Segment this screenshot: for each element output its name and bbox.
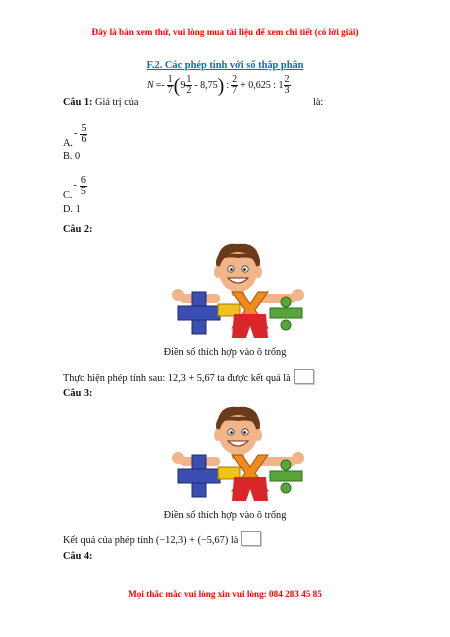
expr-paren-close: )	[217, 74, 225, 97]
expr-colon: :	[226, 80, 230, 91]
question-1-label: Câu 1:	[63, 97, 93, 108]
math-operators-illustration	[162, 403, 312, 503]
option-b[interactable]: B. 0	[63, 151, 81, 162]
option-a[interactable]: A. - $\frac{5}{6}$	[63, 122, 87, 149]
preview-banner: Đây là bản xem thử, vui lòng mua tài liệu để xem chi tiết (có lời giải)	[91, 27, 359, 37]
answer-box-q2[interactable]	[294, 369, 314, 384]
question-4-label: Câu 4:	[63, 551, 93, 562]
expr-whole: 9	[180, 80, 186, 91]
question-2-line	[63, 369, 314, 385]
expr-paren-open: (	[173, 74, 181, 97]
question-3-caption: Điền số thích hợp vào ô trống	[163, 510, 287, 521]
expr-frac-1: $\frac{1}{7}$	[167, 74, 173, 96]
option-a-fraction: $\frac{5}{6}$	[81, 122, 87, 145]
expr-minus-decimal: - 8,75	[194, 80, 218, 91]
contact-footer: Mọi thắc mắc vui lòng xin vui lòng: 084 283 45 85	[128, 589, 322, 599]
question-2-caption: Điền số thích hợp vào ô trống	[163, 347, 287, 358]
question-3-label: Câu 3:	[63, 388, 93, 399]
option-c-fraction: $\frac{6}{5}$	[80, 174, 86, 197]
question-1-suffix: là:	[313, 97, 324, 108]
question-2-label: Câu 2:	[63, 224, 93, 235]
question-1-text: Giá trị của	[95, 97, 139, 108]
expr-frac-4: $\frac{2}{3}$	[284, 74, 290, 96]
question-3-line	[63, 531, 261, 547]
expr-frac-3: $\frac{2}{7}$	[232, 74, 238, 96]
expr-frac-2: $\frac{1}{2}$	[186, 74, 192, 96]
expr-plus-decimal: + 0,625 : 1	[240, 80, 284, 91]
question-1-line	[63, 97, 139, 109]
expr-eq: =-	[155, 80, 165, 91]
option-c[interactable]: C. - $\frac{6}{5}$	[63, 174, 86, 201]
section-title: F.2. Các phép tính với số thập phân	[146, 60, 304, 71]
option-d[interactable]: D. 1	[63, 204, 81, 215]
answer-box-q3[interactable]	[241, 531, 261, 546]
question-1-expression	[147, 75, 291, 96]
question-3-text: Kết quả của phép tính (−12,3) + (−5,67) là	[63, 535, 239, 546]
expr-var: N	[147, 80, 154, 91]
question-2-text: Thực hiện phép tính sau: 12,3 + 5,67 ta được kết quả là	[63, 373, 291, 384]
math-operators-illustration	[162, 240, 312, 340]
